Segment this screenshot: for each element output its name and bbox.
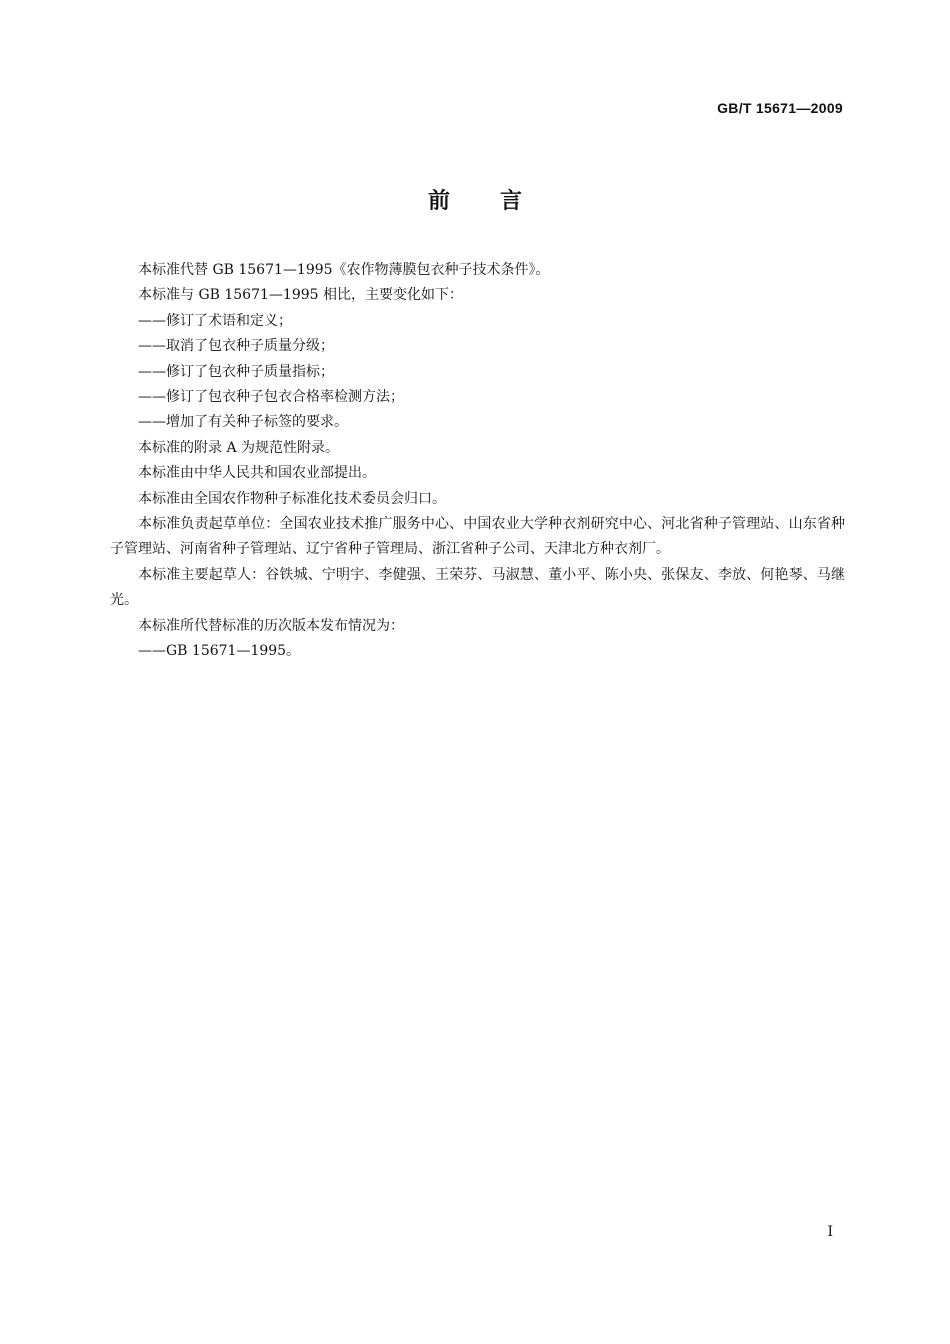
title-char-2: 言 xyxy=(500,189,523,214)
paragraph-history-intro: 本标准所代替标准的历次版本发布情况为： xyxy=(138,617,404,634)
change-item: ——修订了术语和定义； xyxy=(138,312,292,329)
change-item: ——增加了有关种子标签的要求。 xyxy=(138,414,348,431)
standard-code: GB/T 15671—2009 xyxy=(717,100,843,116)
paragraph-drafters: 本标准主要起草人：谷铁城、宁明宇、李健强、王荣芬、马淑慧、董小平、陈小央、张保友、李放、何艳琴、马继光。 xyxy=(110,566,845,609)
paragraph-drafting-units: 本标准负责起草单位：全国农业技术推广服务中心、中国农业大学种衣剂研究中心、河北省种子管理站、山东省种子管理站、河南省种子管理站、辽宁省种子管理局、浙江省种子公司、天津北方种衣剂厂。 xyxy=(110,516,845,558)
paragraph-committee: 本标准由全国农作物种子标准化技术委员会归口。 xyxy=(138,490,446,507)
history-item: ——GB 15671—1995。 xyxy=(138,643,301,660)
change-item: ——取消了包衣种子质量分级； xyxy=(138,338,334,355)
title-char-1: 前 xyxy=(427,189,450,214)
paragraph-proposer: 本标准由中华人民共和国农业部提出。 xyxy=(138,465,376,482)
paragraph-appendix: 本标准的附录 A 为规范性附录。 xyxy=(138,439,340,456)
foreword-body xyxy=(110,258,845,665)
page-number: I xyxy=(827,1224,833,1240)
paragraph-replaces: 本标准代替 GB 15671—1995《农作物薄膜包衣种子技术条件》。 xyxy=(138,262,550,278)
page-title xyxy=(0,184,950,215)
paragraph-changes-intro: 本标准与 GB 15671—1995 相比，主要变化如下： xyxy=(138,287,463,304)
change-item: ——修订了包衣种子包衣合格率检测方法； xyxy=(138,389,404,406)
change-item: ——修订了包衣种子质量指标； xyxy=(138,363,334,380)
